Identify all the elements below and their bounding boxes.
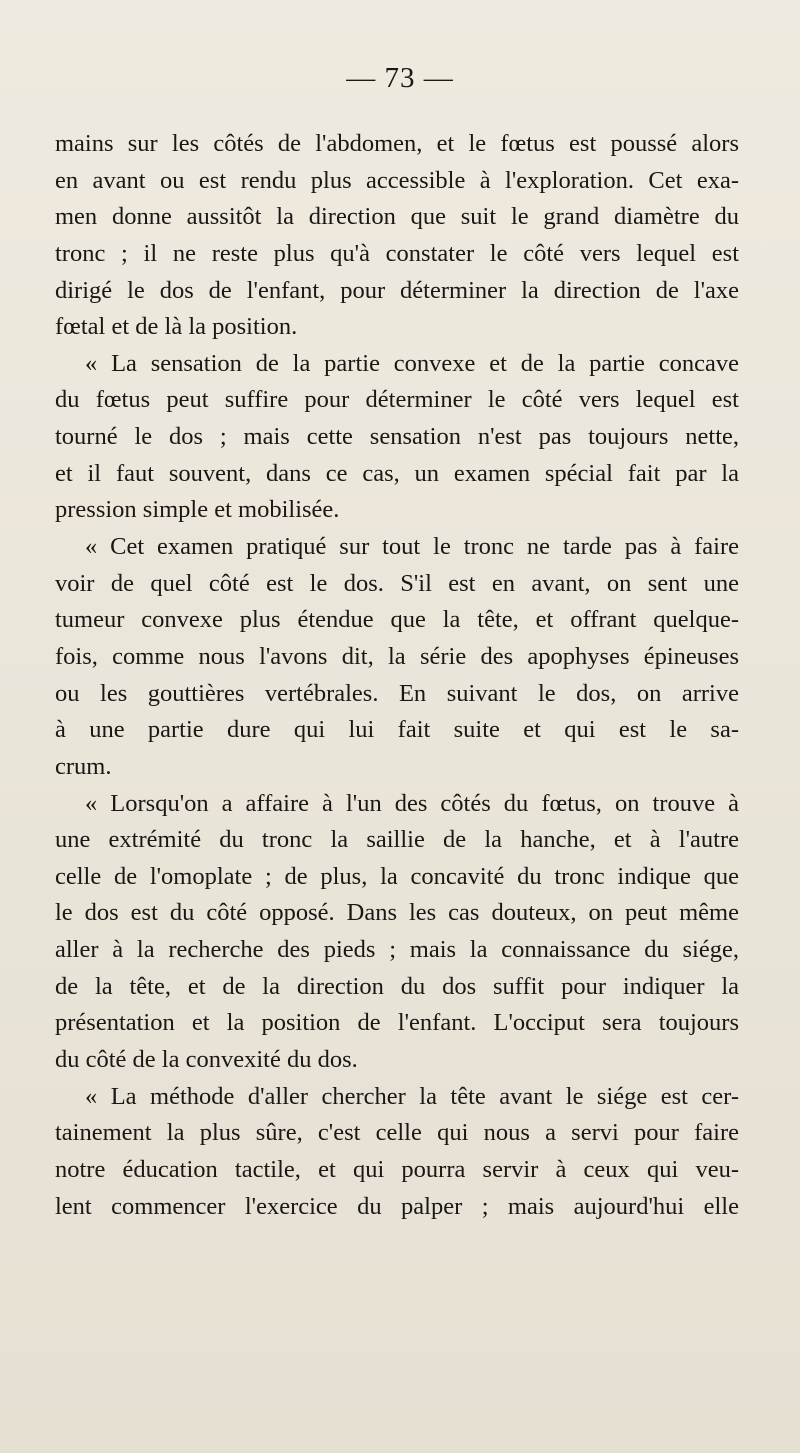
text-line: lent commencer l'exercice du palper ; mais aujourd'hui elle xyxy=(55,1192,739,1220)
text-line: men donne aussitôt la direction que suit le grand diamètre du xyxy=(55,203,739,231)
body-text xyxy=(55,126,739,1225)
text-line: fois, comme nous l'avons dit, la série des apophyses épineuses xyxy=(55,642,739,670)
text-line: tainement la plus sûre, c'est celle qui nous a servi pour faire xyxy=(55,1119,739,1147)
text-line: de la tête, et de la direction du dos suffit pour indiquer la xyxy=(55,972,739,1000)
text-line: une extrémité du tronc la saillie de la hanche, et à l'autre xyxy=(55,826,739,854)
text-line: et il faut souvent, dans ce cas, un examen spécial fait par la xyxy=(55,459,739,487)
text-line: à une partie dure qui lui fait suite et qui est le sa- xyxy=(55,716,739,744)
text-line: « La méthode d'aller chercher la tête avant le siége est cer- xyxy=(85,1082,739,1110)
text-line: tumeur convexe plus étendue que la tête, et offrant quelque- xyxy=(55,606,739,634)
text-line: le dos est du côté opposé. Dans les cas douteux, on peut même xyxy=(55,899,739,927)
text-line: du fœtus peut suffire pour déterminer le côté vers lequel est xyxy=(55,386,739,414)
text-line: pression simple et mobilisée. xyxy=(55,496,340,524)
text-line: dirigé le dos de l'enfant, pour déterminer la direction de l'axe xyxy=(55,276,739,304)
text-line: présentation et la position de l'enfant. L'occiput sera toujours xyxy=(55,1009,739,1037)
text-line: notre éducation tactile, et qui pourra servir à ceux qui veu- xyxy=(55,1155,739,1183)
text-line: « La sensation de la partie convexe et de la partie concave xyxy=(85,349,739,377)
text-line: crum. xyxy=(55,752,112,780)
text-line: voir de quel côté est le dos. S'il est en avant, on sent une xyxy=(55,569,739,597)
text-line: du côté de la convexité du dos. xyxy=(55,1046,358,1074)
text-line: « Cet examen pratiqué sur tout le tronc ne tarde pas à faire xyxy=(85,533,739,561)
text-line: aller à la recherche des pieds ; mais la connaissance du siége, xyxy=(55,936,739,964)
text-line: tronc ; il ne reste plus qu'à constater le côté vers lequel est xyxy=(55,239,739,267)
text-line: ou les gouttières vertébrales. En suivant le dos, on arrive xyxy=(55,679,739,707)
text-line: tourné le dos ; mais cette sensation n'est pas toujours nette, xyxy=(55,423,739,451)
text-line: fœtal et de là la position. xyxy=(55,313,298,341)
text-line: en avant ou est rendu plus accessible à l'exploration. Cet exa- xyxy=(55,166,739,194)
text-line: mains sur les côtés de l'abdomen, et le fœtus est poussé alors xyxy=(55,130,739,157)
page-number: — 73 — xyxy=(346,62,454,94)
text-line: celle de l'omoplate ; de plus, la concavité du tronc indique que xyxy=(55,862,739,890)
text-line: « Lorsqu'on a affaire à l'un des côtés du fœtus, on trouve à xyxy=(85,789,739,817)
